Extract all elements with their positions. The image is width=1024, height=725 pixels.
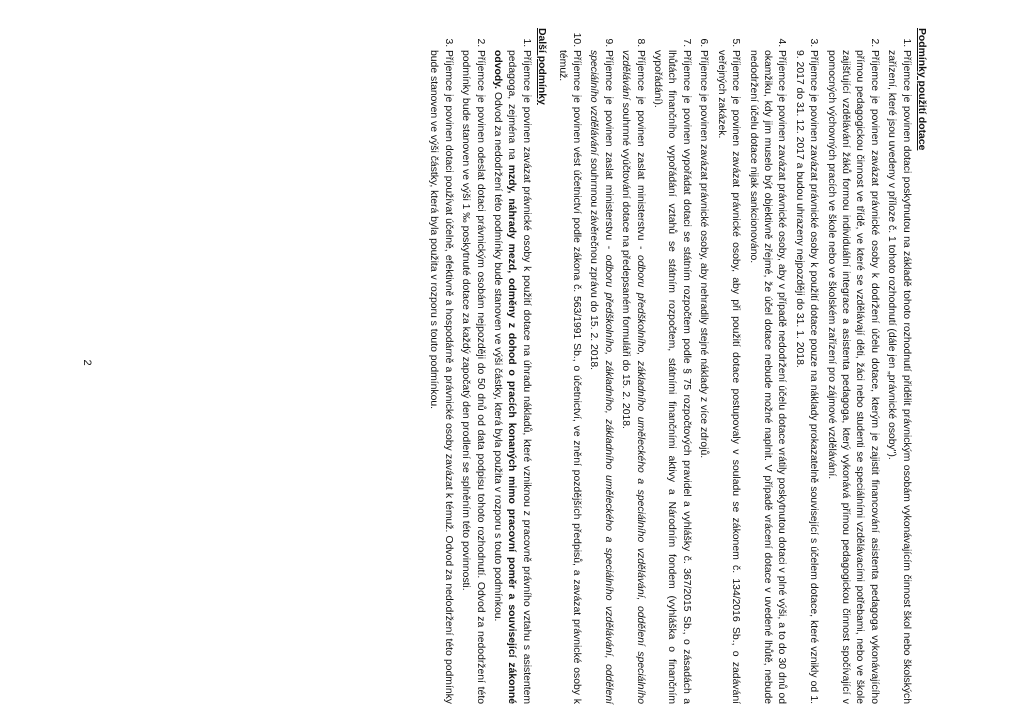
item-text: Příjemce je povinen zavázat právnické osoby, aby nehradily stejné náklady z více zdrojů. [698, 50, 710, 459]
item-text: Odvod za nedodržení této podmínky bude stanoven ve výši částky, která byla použita v rozporu s touto podmínkou. [492, 89, 504, 622]
item-text: Příjemce je povinen zavázat právnické osoby k dodržení účelu dotace, kterým je zajistit financování asistenta pedagoga vykonávajícího přímou pedagogickou činnost ve třídě, ve které se vzdělávají děti, žáci nebo studenti se speciálními vzdělávacími potřebami, nebo ve škole zajišťující vzdělávání žáků formou individuální integrace a asistenta pedagoga, který vykonává přímou pedagogickou činnost spočívající v pomocných výchovných pracích ve škole nebo ve školském zařízení pro zájmové vzdělávání. [825, 50, 880, 704]
page-number: 2 [81, 359, 93, 366]
item-text-italic: odboru předškolního, základního, základního uměleckého a speciálního vzdělávání, oddělení speciálního vzdělávání [588, 50, 614, 704]
item-text: Příjemce je povinen zavázat právnické osoby, aby při použití dotace postupovaly v souladu se zákonem č. 134/2016 Sb., o zadávání veřejných zakázek. [715, 50, 742, 704]
document-body [423, 28, 928, 704]
item-text: Příjemce je povinen zaslat ministerstvu - [602, 50, 614, 255]
item-text-bold: mzdy, náhrady mezd, odměny z dohod o pracích konaných mimo pracovní poměr a související zákonné odvody. [492, 50, 518, 704]
item-text: Příjemce je povinen odeslat dotaci právnickým osobám nejpozději do 50 dnů od data podpisu tohoto rozhodnutí. Odvod za nedodržení této podmínky bude stanoven ve výši 1 ‰ poskytnuté dotace za každý započatý den prodlení se splněním této povinnosti. [460, 50, 486, 704]
item-text-italic: odboru předškolního, základního uměleckého a speciálního vzdělávání, oddělení speciálního vzdělávání [620, 50, 646, 704]
item-text: Příjemce je povinen vést účetnictví podle zákona č. 563/1991 Sb., o účetnictví, ve znění pozdějších předpisů, a zavázat právnické osoby k témuž. [556, 50, 583, 704]
list-item [823, 50, 881, 704]
list-item [696, 50, 710, 704]
item-text: Příjemce je povinen zaslat ministerstvu - [634, 50, 646, 255]
list-item [458, 50, 487, 704]
list-item [884, 50, 913, 704]
item-text: Příjemce je povinen vypořádat dotaci se státním rozpočtem podle § 75 rozpočtových pravidel a vyhlášky č. 367/2015 Sb., o zásadách a lhůtách finančního vypořádání vztahů se státním rozpočtem, státními finančními aktivy a Národním fondem (vyhláška o finančním vypořádání). [652, 50, 692, 704]
item-text: souhrnnou závěrečnou zprávu do 15. 2. 2018. [588, 155, 600, 371]
section-heading-other-conditions: Další podmínky [536, 28, 548, 105]
list-item [745, 50, 788, 704]
list-item [618, 50, 647, 704]
list-item [713, 50, 742, 704]
list-item [554, 50, 583, 704]
other-conditions-list [426, 28, 533, 704]
item-text: Příjemce je povinen dotaci poskytnutou na základě tohoto rozhodnutí přidělit právnickým osobám vykonávajícím činnost škol nebo školských zařízení, které jsou uvedeny v příloze č. 1 tohoto rozhodnutí (dále jen „právnické osoby"). [886, 50, 912, 704]
list-item [650, 50, 693, 704]
list-item [791, 50, 820, 704]
item-text: Příjemce je povinen zavázat právnické osoby, aby v případě nedodržení účelu dotace vrátily poskytnutou dotaci v plné výši, a to do 30 dnů od okamžiku, kdy jim muselo být objektivně zřejmé, že účel dotace nebude možné naplnit. V případě vrácení dotace v uvedené lhůtě, nebude nedodržení účelu dotace nijak sankcionováno. [747, 50, 788, 704]
list-item [490, 50, 533, 704]
item-text: souhrnné vyúčtování dotace na předepsaném formuláři do 15. 2. 2018. [620, 99, 632, 429]
list-item [586, 50, 615, 704]
item-text: Příjemce je povinen zavázat právnické osoby k použití dotace na úhradu nákladů, které vzniknou z pracovně právního vztahu s asistentem pedagoga, zejména na [506, 50, 532, 704]
section-heading-conditions: Podmínky použití dotace [916, 28, 927, 151]
item-text: Příjemce je povinen dotaci používat účelně, efektivně a hospodárně a právnické osoby zavázat k témuž. Odvod za nedodržení této podmínky bude stanoven ve výši částky, která byla použita v rozporu s touto podmínkou. [428, 50, 454, 704]
item-text: Příjemce je povinen zavázat právnické osoby k použití dotace pouze na náklady prokazatelně související s účelem dotace, které vznikly od 1. 9. 2017 do 31. 12. 2017 a budou uhrazeny nejpozději do 31. 1. 2018. [793, 50, 820, 704]
list-item [426, 50, 455, 704]
conditions-list [554, 28, 912, 704]
